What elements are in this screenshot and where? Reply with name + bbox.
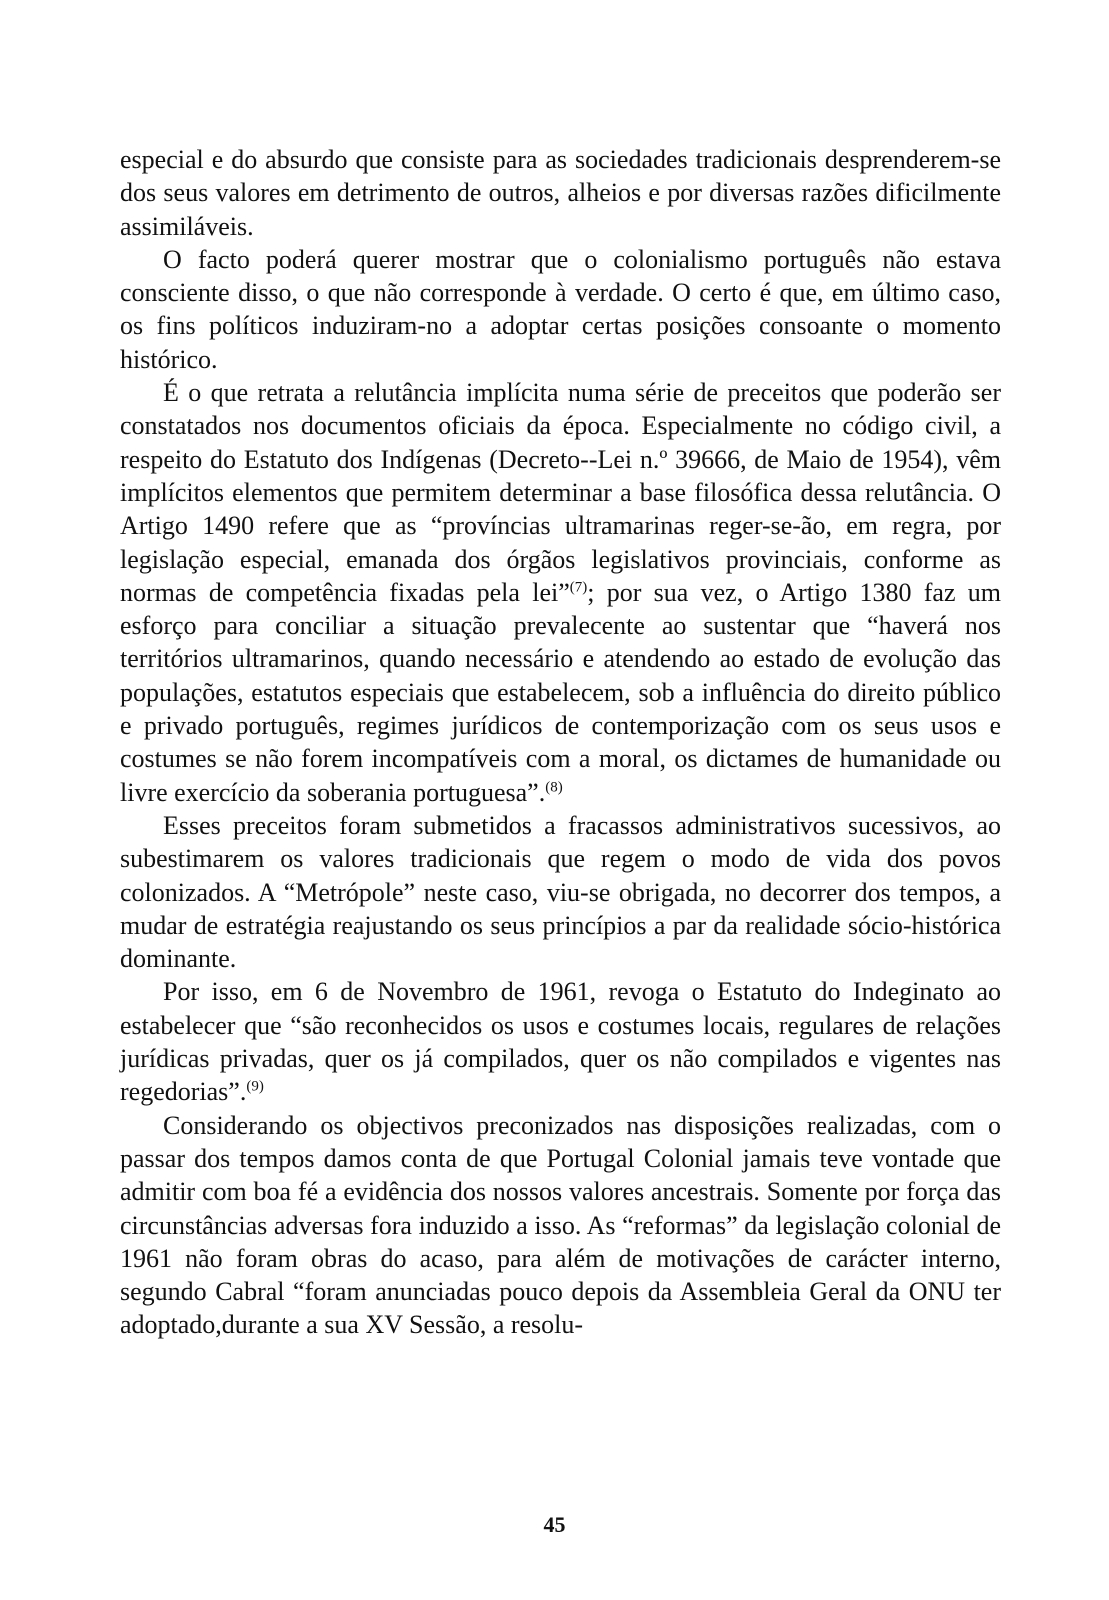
- paragraph-3: É o que retrata a relutância implícita numa série de preceitos que poderão ser constatados nos documentos oficiais da época. Especialmente no código civil, a respeito do Estatuto dos Indígenas (Decreto--Lei n.º 39666, de Maio de 1954), vêm implícitos elementos que permitem determinar a base filosófica dessa relutância. O Artigo 1490 refere que as “províncias ultramarinas reger-se-ão, em regra, por legislação especial, emanada dos órgãos legislativos provinciais, conforme as normas de competência fixadas pela lei”$^{(7)}$; por sua vez, o Artigo 1380 faz um esforço para conciliar a situação prevalecente ao sustentar que “haverá nos territórios ultramarinos, quando necessário e atendendo ao estado de evolução das populações, estatutos especiais que estabelecem, sob a influência do direito público e privado português, regimes jurídicos de contemporização com os seus usos e costumes se não forem incompatíveis com a moral, os dictames de humanidade ou livre exercício da soberania portuguesa”.$^{(8)}$: [120, 378, 1001, 807]
- paragraph-2: O facto poderá querer mostrar que o colonialismo português não estava consciente disso, o que não corresponde à verdade. O certo é que, em último caso, os fins políticos induziram-no a adoptar certas posições consoante o momento histórico.: [120, 244, 1001, 374]
- footnote-ref-9: (9): [246, 1078, 264, 1095]
- paragraph-4: Esses preceitos foram submetidos a fracassos administrativos sucessivos, ao subestimarem os valores tradicionais que regem o modo de vida dos povos colonizados. A “Metrópole” neste caso, viu-se obrigada, no decorrer dos tempos, a mudar de estratégia reajustando os seus princípios a par da realidade sócio-histórica dominante.: [120, 810, 1001, 974]
- footnote-ref-7: (7): [569, 579, 588, 596]
- page-number: 45: [543, 1512, 566, 1537]
- body-text: [120, 143, 1001, 1342]
- footnote-ref-8: (8): [545, 778, 563, 795]
- paragraph-1: especial e do absurdo que consiste para as sociedades tradicionais desprenderem-se dos seus valores em detrimento de outros, alheios e por diversas razões dificilmente assimiláveis.: [120, 145, 1001, 241]
- paragraph-5: Por isso, em 6 de Novembro de 1961, revoga o Estatuto do Indeginato ao estabelecer que “são reconhecidos os usos e costumes locais, regulares de relações jurídicas privadas, quer os já compilados, quer os não compilados e vigentes nas regedorias”.$^{(9)}$: [120, 977, 1001, 1107]
- paragraph-6: Considerando os objectivos preconizados nas disposições realizadas, com o passar dos tempos damos conta de que Portugal Colonial jamais teve vontade que admitir com boa fé a evidência dos nossos valores ancestrais. Somente por força das circunstâncias adversas fora induzido a isso. As “reformas” da legislação colonial de 1961 não foram obras do acaso, para além de motivações de carácter interno, segundo Cabral “foram anunciadas pouco depois da Assembleia Geral da ONU ter adoptado,durante a sua XV Sessão, a resolu-: [120, 1110, 1001, 1340]
